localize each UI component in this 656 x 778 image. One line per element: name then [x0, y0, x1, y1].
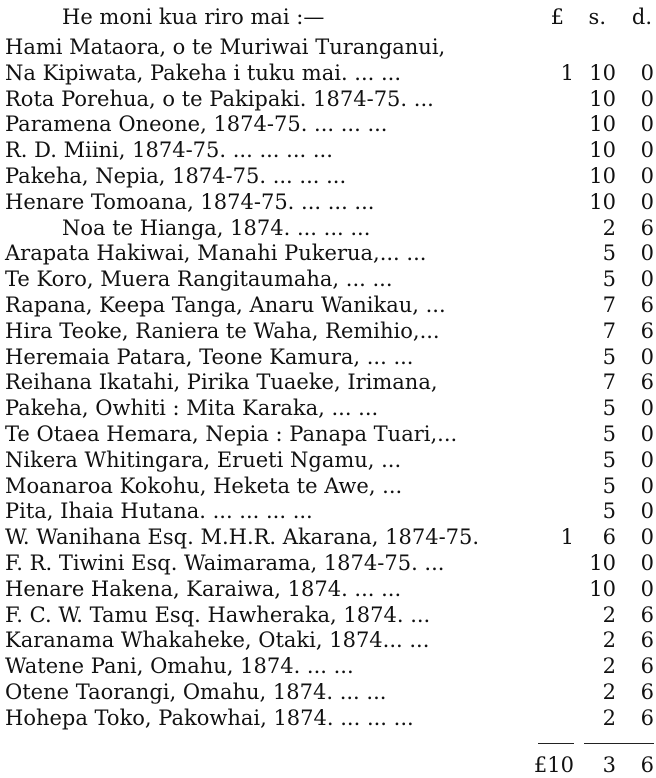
entry-pounds: 1: [560, 61, 574, 85]
entry-shillings: 10: [589, 112, 616, 136]
pence-column-header: d.: [631, 5, 652, 29]
entry-pence: 0: [640, 241, 654, 265]
entry-pence: 0: [640, 112, 654, 136]
entry-pence: 0: [640, 345, 654, 369]
list-item: [0, 653, 656, 679]
list-item: [0, 240, 656, 266]
list-item: [0, 266, 656, 292]
entry-name: Hami Mataora, o te Muriwai Turanganui,: [5, 35, 446, 59]
entry-pence: 6: [640, 603, 654, 627]
entry-name: R. D. Miini, 1874-75. ... ... ... ...: [5, 138, 333, 162]
list-item: [0, 60, 656, 86]
total-rule-shillings-pence: [584, 743, 654, 744]
entry-shillings: 5: [602, 345, 616, 369]
entry-shillings: 7: [602, 370, 616, 394]
entry-pence: 6: [640, 706, 654, 730]
list-item: [0, 137, 656, 163]
entry-pence: 6: [640, 293, 654, 317]
entry-shillings: 2: [602, 603, 616, 627]
entry-pence: 0: [640, 396, 654, 420]
entry-pence: 0: [640, 499, 654, 523]
total-rule-pounds: [538, 743, 574, 744]
entry-pence: 0: [640, 551, 654, 575]
entry-pence: 0: [640, 190, 654, 214]
entry-pence: 6: [640, 654, 654, 678]
entry-pence: 0: [640, 422, 654, 446]
entry-shillings: 5: [602, 396, 616, 420]
entry-name: Karanama Whakaheke, Otaki, 1874... ...: [5, 628, 430, 652]
list-item: [0, 602, 656, 628]
entry-name: Pakeha, Nepia, 1874-75. ... ... ...: [5, 164, 347, 188]
entry-shillings: 7: [602, 293, 616, 317]
entry-name: Noa te Hianga, 1874. ... ... ...: [62, 216, 371, 240]
entry-name: F. C. W. Tamu Esq. Hawheraka, 1874. ...: [5, 603, 431, 627]
entry-name: Na Kipiwata, Pakeha i tuku mai. ... ...: [5, 61, 402, 85]
entry-shillings: 10: [589, 87, 616, 111]
entry-name: Arapata Hakiwai, Manahi Pukerua,... ...: [5, 241, 427, 265]
total-row: [0, 752, 656, 778]
list-title: He moni kua riro mai :—: [62, 5, 325, 29]
entry-shillings: 2: [602, 628, 616, 652]
list-item: [0, 524, 656, 550]
list-item: [0, 395, 656, 421]
entry-shillings: 5: [602, 474, 616, 498]
list-item: [0, 627, 656, 653]
list-item: [0, 318, 656, 344]
entry-pence: 0: [640, 87, 654, 111]
entry-name: Te Otaea Hemara, Nepia : Panapa Tuari,...: [5, 422, 458, 446]
total-pounds: £10: [533, 753, 574, 777]
list-item: [0, 705, 656, 731]
list-item: [0, 369, 656, 395]
list-item: [0, 550, 656, 576]
entry-shillings: 7: [602, 319, 616, 343]
list-header: [0, 4, 656, 30]
entry-name: Henare Tomoana, 1874-75. ... ... ...: [5, 190, 375, 214]
shillings-column-header: s.: [588, 5, 606, 29]
pounds-column-header: £: [550, 5, 564, 29]
entry-shillings: 5: [602, 422, 616, 446]
list-item: [0, 111, 656, 137]
entry-shillings: 2: [602, 654, 616, 678]
list-item: [0, 189, 656, 215]
entry-shillings: 5: [602, 241, 616, 265]
entry-name: F. R. Tiwini Esq. Waimarama, 1874-75. ...: [5, 551, 445, 575]
list-item: [0, 34, 656, 60]
entry-shillings: 10: [589, 190, 616, 214]
entry-shillings: 2: [602, 706, 616, 730]
list-item: [0, 215, 656, 241]
entry-shillings: 10: [589, 577, 616, 601]
entry-name: Nikera Whitingara, Erueti Ngamu, ...: [5, 448, 402, 472]
list-item: [0, 576, 656, 602]
entry-pence: 0: [640, 577, 654, 601]
entry-name: Moanaroa Kokohu, Heketa te Awe, ...: [5, 474, 403, 498]
entry-pence: 0: [640, 448, 654, 472]
entry-pence: 0: [640, 267, 654, 291]
entry-pence: 6: [640, 319, 654, 343]
entry-pence: 6: [640, 628, 654, 652]
entry-pence: 6: [640, 216, 654, 240]
entry-name: Reihana Ikatahi, Pirika Tuaeke, Irimana,: [5, 370, 438, 394]
entry-name: Otene Taorangi, Omahu, 1874. ... ...: [5, 680, 387, 704]
entry-shillings: 10: [589, 138, 616, 162]
entry-name: Hohepa Toko, Pakowhai, 1874. ... ... ...: [5, 706, 414, 730]
entry-shillings: 10: [589, 164, 616, 188]
list-item: [0, 86, 656, 112]
entry-name: Henare Hakena, Karaiwa, 1874. ... ...: [5, 577, 402, 601]
entry-pence: 0: [640, 164, 654, 188]
entry-pence: 0: [640, 61, 654, 85]
total-shillings: 3: [602, 753, 616, 777]
entry-shillings: 5: [602, 267, 616, 291]
entry-shillings: 10: [589, 61, 616, 85]
entry-name: Rapana, Keepa Tanga, Anaru Wanikau, ...: [5, 293, 446, 317]
entry-name: Pita, Ihaia Hutana. ... ... ... ...: [5, 499, 313, 523]
list-item: [0, 447, 656, 473]
entry-pence: 0: [640, 138, 654, 162]
entry-shillings: 2: [602, 216, 616, 240]
list-item: [0, 679, 656, 705]
list-item: [0, 421, 656, 447]
entry-name: Hira Teoke, Raniera te Waha, Remihio,...: [5, 319, 440, 343]
entry-shillings: 6: [602, 525, 616, 549]
entry-pounds: 1: [560, 525, 574, 549]
entry-pence: 0: [640, 525, 654, 549]
list-item: [0, 163, 656, 189]
entry-pence: 0: [640, 474, 654, 498]
entry-shillings: 2: [602, 680, 616, 704]
entry-pence: 6: [640, 370, 654, 394]
entry-shillings: 10: [589, 551, 616, 575]
entry-name: Watene Pani, Omahu, 1874. ... ...: [5, 654, 354, 678]
list-item: [0, 292, 656, 318]
entry-shillings: 5: [602, 448, 616, 472]
entry-name: Te Koro, Muera Rangitaumaha, ... ...: [5, 267, 393, 291]
entry-name: Rota Porehua, o te Pakipaki. 1874-75. ...: [5, 87, 434, 111]
list-item: [0, 344, 656, 370]
total-pence: 6: [640, 753, 654, 777]
entry-shillings: 5: [602, 499, 616, 523]
list-item: [0, 498, 656, 524]
entry-name: W. Wanihana Esq. M.H.R. Akarana, 1874-75.: [5, 525, 480, 549]
entry-name: Paramena Oneone, 1874-75. ... ... ...: [5, 112, 388, 136]
entry-name: Heremaia Patara, Teone Kamura, ... ...: [5, 345, 414, 369]
list-item: [0, 473, 656, 499]
entry-name: Pakeha, Owhiti : Mita Karaka, ... ...: [5, 396, 379, 420]
entry-pence: 6: [640, 680, 654, 704]
